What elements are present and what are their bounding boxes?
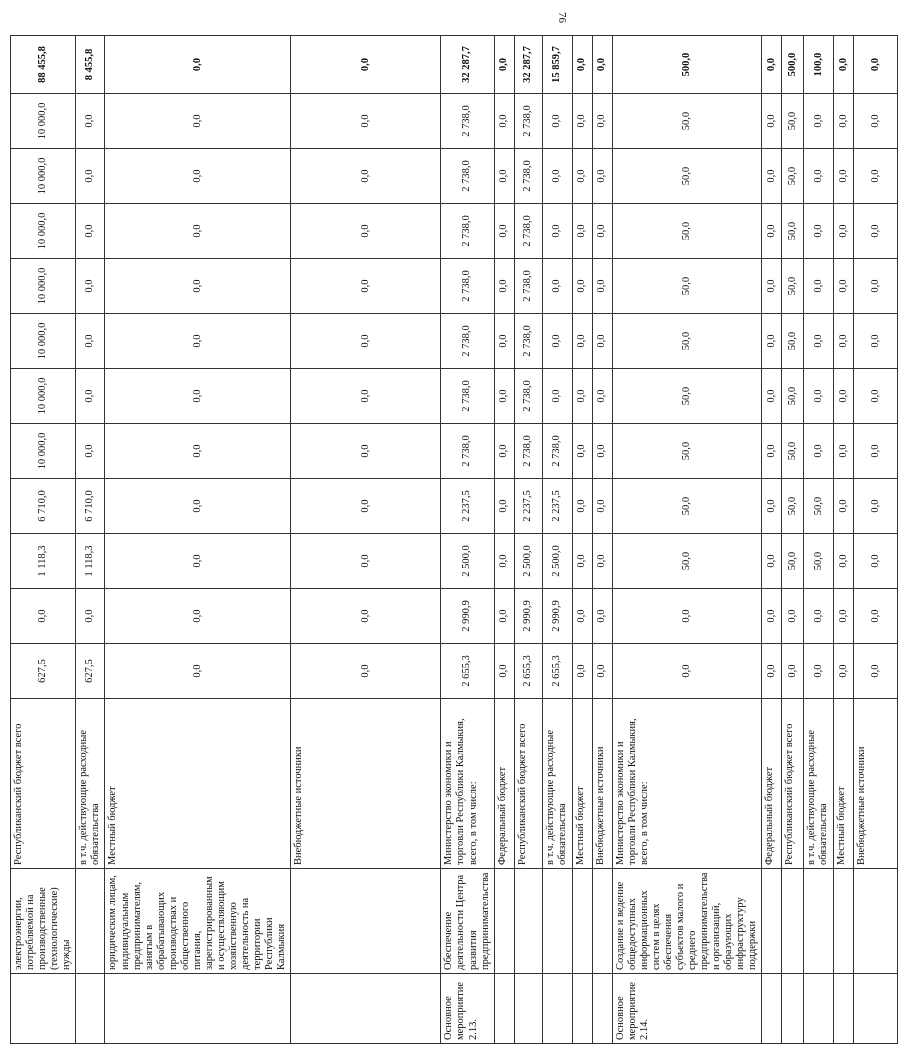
table-row bbox=[494, 36, 514, 1044]
value-cell: 0,0 bbox=[804, 259, 834, 314]
value-cell: 0,0 bbox=[572, 589, 592, 644]
value-cell: 0,0 bbox=[291, 149, 441, 204]
table-body bbox=[11, 36, 898, 1044]
measure-cell bbox=[572, 974, 592, 1044]
value-cell: 0,0 bbox=[762, 644, 782, 699]
value-cell: 50,0 bbox=[612, 479, 762, 534]
value-cell: 2 500,0 bbox=[542, 534, 572, 589]
value-cell: 32 287,7 bbox=[514, 36, 542, 94]
value-cell: 0,0 bbox=[291, 204, 441, 259]
table-row bbox=[542, 36, 572, 1044]
value-cell: 10 000,0 bbox=[11, 424, 76, 479]
value-cell: 0,0 bbox=[494, 479, 514, 534]
table-row bbox=[441, 36, 494, 1044]
value-cell: 0,0 bbox=[105, 314, 291, 369]
value-cell: 0,0 bbox=[291, 479, 441, 534]
value-cell: 50,0 bbox=[782, 534, 804, 589]
value-cell: 2 237,5 bbox=[542, 479, 572, 534]
value-cell: 6 710,0 bbox=[76, 479, 105, 534]
value-cell: 2 738,0 bbox=[441, 149, 494, 204]
description-cell: юридическим лицам, индивидуальным предпринимателям, занятым в обрабатывающих производствах и общественного питания, зарегистрированным и осуществляющим хозяйственную деятельность на территории Республики Калмыкия bbox=[105, 869, 291, 974]
source-cell: Республиканский бюджет всего bbox=[514, 699, 542, 869]
value-cell: 0,0 bbox=[76, 204, 105, 259]
source-cell: в т.ч. действующие расходные обязательства bbox=[542, 699, 572, 869]
value-cell: 0,0 bbox=[834, 149, 854, 204]
value-cell: 0,0 bbox=[854, 36, 898, 94]
value-cell: 0,0 bbox=[834, 589, 854, 644]
value-cell: 0,0 bbox=[804, 369, 834, 424]
value-cell: 0,0 bbox=[804, 424, 834, 479]
value-cell: 0,0 bbox=[76, 149, 105, 204]
value-cell: 2 738,0 bbox=[514, 204, 542, 259]
value-cell: 2 738,0 bbox=[441, 259, 494, 314]
value-cell: 2 500,0 bbox=[514, 534, 542, 589]
value-cell: 0,0 bbox=[804, 204, 834, 259]
value-cell: 0,0 bbox=[291, 259, 441, 314]
value-cell: 0,0 bbox=[291, 644, 441, 699]
source-cell: Республиканский бюджет всего bbox=[11, 699, 76, 869]
value-cell: 0,0 bbox=[854, 204, 898, 259]
value-cell: 50,0 bbox=[804, 534, 834, 589]
table-row bbox=[782, 36, 804, 1044]
measure-cell bbox=[592, 974, 612, 1044]
value-cell: 0,0 bbox=[834, 424, 854, 479]
value-cell: 0,0 bbox=[542, 149, 572, 204]
value-cell: 0,0 bbox=[782, 644, 804, 699]
value-cell: 50,0 bbox=[612, 369, 762, 424]
value-cell: 0,0 bbox=[804, 149, 834, 204]
value-cell: 2 500,0 bbox=[441, 534, 494, 589]
table-row bbox=[834, 36, 854, 1044]
value-cell: 0,0 bbox=[105, 259, 291, 314]
value-cell: 2 990,9 bbox=[542, 589, 572, 644]
value-cell: 0,0 bbox=[834, 94, 854, 149]
value-cell: 0,0 bbox=[572, 259, 592, 314]
value-cell: 2 655,3 bbox=[441, 644, 494, 699]
value-cell: 0,0 bbox=[834, 644, 854, 699]
source-cell: Министерство экономики и торговли Республики Калмыкия, всего, в том числе: bbox=[612, 699, 762, 869]
measure-cell bbox=[11, 974, 76, 1044]
description-cell bbox=[834, 869, 854, 974]
value-cell: 0,0 bbox=[834, 369, 854, 424]
value-cell: 0,0 bbox=[834, 204, 854, 259]
value-cell: 10 000,0 bbox=[11, 259, 76, 314]
value-cell: 0,0 bbox=[542, 314, 572, 369]
table-row bbox=[514, 36, 542, 1044]
value-cell: 0,0 bbox=[762, 204, 782, 259]
value-cell: 0,0 bbox=[572, 479, 592, 534]
source-cell: Внебюджетные источники bbox=[854, 699, 898, 869]
measure-cell bbox=[804, 974, 834, 1044]
value-cell: 15 859,7 bbox=[542, 36, 572, 94]
value-cell: 0,0 bbox=[592, 259, 612, 314]
value-cell: 0,0 bbox=[592, 314, 612, 369]
value-cell: 0,0 bbox=[762, 589, 782, 644]
value-cell: 0,0 bbox=[854, 314, 898, 369]
value-cell: 627,5 bbox=[11, 644, 76, 699]
value-cell: 0,0 bbox=[854, 644, 898, 699]
value-cell: 0,0 bbox=[494, 589, 514, 644]
budget-table-container bbox=[10, 36, 881, 1044]
value-cell: 100,0 bbox=[804, 36, 834, 94]
value-cell: 0,0 bbox=[105, 644, 291, 699]
value-cell: 0,0 bbox=[494, 204, 514, 259]
value-cell: 2 738,0 bbox=[441, 204, 494, 259]
value-cell: 0,0 bbox=[76, 259, 105, 314]
table-row bbox=[572, 36, 592, 1044]
value-cell: 0,0 bbox=[105, 479, 291, 534]
value-cell: 2 738,0 bbox=[441, 314, 494, 369]
source-cell: в т.ч. действующие расходные обязательства bbox=[804, 699, 834, 869]
budget-table bbox=[10, 35, 898, 1044]
value-cell: 0,0 bbox=[834, 534, 854, 589]
value-cell: 0,0 bbox=[105, 369, 291, 424]
value-cell: 50,0 bbox=[612, 259, 762, 314]
value-cell: 0,0 bbox=[542, 259, 572, 314]
value-cell: 0,0 bbox=[592, 36, 612, 94]
value-cell: 0,0 bbox=[854, 589, 898, 644]
description-cell: Создание и ведение общедоступных информационных систем в целях обеспечения субъектов малого и среднего предпринимательства и организаций, образующих инфраструктуру поддержки bbox=[612, 869, 762, 974]
description-cell bbox=[542, 869, 572, 974]
value-cell: 1 118,3 bbox=[76, 534, 105, 589]
value-cell: 0,0 bbox=[291, 534, 441, 589]
value-cell: 0,0 bbox=[494, 94, 514, 149]
value-cell: 2 738,0 bbox=[514, 149, 542, 204]
value-cell: 10 000,0 bbox=[11, 149, 76, 204]
description-cell bbox=[592, 869, 612, 974]
value-cell: 0,0 bbox=[612, 589, 762, 644]
value-cell: 50,0 bbox=[782, 314, 804, 369]
value-cell: 10 000,0 bbox=[11, 204, 76, 259]
value-cell: 2 738,0 bbox=[514, 369, 542, 424]
value-cell: 0,0 bbox=[762, 149, 782, 204]
value-cell: 0,0 bbox=[291, 424, 441, 479]
value-cell: 2 655,3 bbox=[514, 644, 542, 699]
value-cell: 0,0 bbox=[105, 534, 291, 589]
value-cell: 2 738,0 bbox=[441, 424, 494, 479]
value-cell: 0,0 bbox=[494, 644, 514, 699]
table-row bbox=[291, 36, 441, 1044]
value-cell: 2 990,9 bbox=[441, 589, 494, 644]
value-cell: 0,0 bbox=[291, 94, 441, 149]
value-cell: 0,0 bbox=[834, 479, 854, 534]
value-cell: 0,0 bbox=[762, 424, 782, 479]
value-cell: 2 237,5 bbox=[441, 479, 494, 534]
page-number: 76 bbox=[556, 12, 568, 23]
value-cell: 0,0 bbox=[592, 534, 612, 589]
value-cell: 32 287,7 bbox=[441, 36, 494, 94]
value-cell: 0,0 bbox=[494, 149, 514, 204]
value-cell: 0,0 bbox=[291, 36, 441, 94]
value-cell: 2 738,0 bbox=[514, 259, 542, 314]
value-cell: 0,0 bbox=[494, 369, 514, 424]
measure-cell bbox=[514, 974, 542, 1044]
value-cell: 0,0 bbox=[854, 424, 898, 479]
description-cell bbox=[572, 869, 592, 974]
table-row bbox=[105, 36, 291, 1044]
value-cell: 0,0 bbox=[592, 424, 612, 479]
value-cell: 500,0 bbox=[612, 36, 762, 94]
value-cell: 88 455,8 bbox=[11, 36, 76, 94]
value-cell: 0,0 bbox=[291, 314, 441, 369]
value-cell: 50,0 bbox=[612, 94, 762, 149]
value-cell: 6 710,0 bbox=[11, 479, 76, 534]
value-cell: 0,0 bbox=[782, 589, 804, 644]
value-cell: 0,0 bbox=[612, 644, 762, 699]
value-cell: 2 990,9 bbox=[514, 589, 542, 644]
value-cell: 8 455,8 bbox=[76, 36, 105, 94]
value-cell: 0,0 bbox=[572, 36, 592, 94]
value-cell: 0,0 bbox=[542, 204, 572, 259]
value-cell: 10 000,0 bbox=[11, 369, 76, 424]
value-cell: 0,0 bbox=[592, 589, 612, 644]
value-cell: 0,0 bbox=[762, 36, 782, 94]
value-cell: 2 738,0 bbox=[441, 369, 494, 424]
value-cell: 0,0 bbox=[542, 369, 572, 424]
description-cell: Обеспечение деятельности Центра развития предпринимательства bbox=[441, 869, 494, 974]
value-cell: 0,0 bbox=[592, 369, 612, 424]
value-cell: 0,0 bbox=[572, 149, 592, 204]
value-cell: 0,0 bbox=[854, 259, 898, 314]
description-cell bbox=[782, 869, 804, 974]
source-cell: Республиканский бюджет всего bbox=[782, 699, 804, 869]
value-cell: 50,0 bbox=[782, 94, 804, 149]
value-cell: 2 738,0 bbox=[514, 314, 542, 369]
value-cell: 2 738,0 bbox=[514, 424, 542, 479]
value-cell: 0,0 bbox=[804, 314, 834, 369]
source-cell: в т.ч. действующие расходные обязательства bbox=[76, 699, 105, 869]
measure-cell bbox=[854, 974, 898, 1044]
measure-cell bbox=[76, 974, 105, 1044]
source-cell: Местный бюджет bbox=[105, 699, 291, 869]
value-cell: 0,0 bbox=[494, 424, 514, 479]
value-cell: 50,0 bbox=[612, 314, 762, 369]
source-cell: Федеральный бюджет bbox=[494, 699, 514, 869]
measure-cell bbox=[834, 974, 854, 1044]
table-row bbox=[76, 36, 105, 1044]
value-cell: 0,0 bbox=[105, 589, 291, 644]
measure-cell bbox=[291, 974, 441, 1044]
description-cell bbox=[804, 869, 834, 974]
value-cell: 0,0 bbox=[592, 204, 612, 259]
value-cell: 0,0 bbox=[592, 94, 612, 149]
value-cell: 0,0 bbox=[76, 314, 105, 369]
value-cell: 50,0 bbox=[612, 424, 762, 479]
value-cell: 0,0 bbox=[291, 589, 441, 644]
value-cell: 50,0 bbox=[782, 259, 804, 314]
value-cell: 0,0 bbox=[854, 149, 898, 204]
value-cell: 0,0 bbox=[105, 424, 291, 479]
value-cell: 0,0 bbox=[592, 149, 612, 204]
value-cell: 0,0 bbox=[542, 94, 572, 149]
value-cell: 0,0 bbox=[834, 36, 854, 94]
value-cell: 50,0 bbox=[804, 479, 834, 534]
value-cell: 0,0 bbox=[105, 94, 291, 149]
value-cell: 0,0 bbox=[105, 36, 291, 94]
source-cell: Местный бюджет bbox=[572, 699, 592, 869]
description-cell bbox=[494, 869, 514, 974]
value-cell: 50,0 bbox=[782, 149, 804, 204]
value-cell: 0,0 bbox=[572, 204, 592, 259]
value-cell: 0,0 bbox=[854, 94, 898, 149]
value-cell: 0,0 bbox=[572, 534, 592, 589]
value-cell: 0,0 bbox=[762, 479, 782, 534]
value-cell: 0,0 bbox=[494, 314, 514, 369]
value-cell: 10 000,0 bbox=[11, 94, 76, 149]
table-row bbox=[854, 36, 898, 1044]
value-cell: 50,0 bbox=[782, 424, 804, 479]
table-row bbox=[804, 36, 834, 1044]
value-cell: 0,0 bbox=[762, 259, 782, 314]
value-cell: 0,0 bbox=[762, 314, 782, 369]
value-cell: 0,0 bbox=[804, 589, 834, 644]
value-cell: 0,0 bbox=[76, 589, 105, 644]
value-cell: 0,0 bbox=[76, 94, 105, 149]
measure-cell bbox=[762, 974, 782, 1044]
value-cell: 2 738,0 bbox=[441, 94, 494, 149]
value-cell: 0,0 bbox=[762, 534, 782, 589]
value-cell: 0,0 bbox=[854, 369, 898, 424]
value-cell: 0,0 bbox=[105, 204, 291, 259]
value-cell: 0,0 bbox=[854, 534, 898, 589]
value-cell: 0,0 bbox=[854, 479, 898, 534]
measure-cell: Основное мероприятие 2.13. bbox=[441, 974, 494, 1044]
value-cell: 0,0 bbox=[572, 314, 592, 369]
value-cell: 0,0 bbox=[572, 94, 592, 149]
description-cell bbox=[291, 869, 441, 974]
measure-cell bbox=[542, 974, 572, 1044]
value-cell: 0,0 bbox=[834, 259, 854, 314]
value-cell: 0,0 bbox=[494, 259, 514, 314]
value-cell: 50,0 bbox=[782, 479, 804, 534]
value-cell: 50,0 bbox=[612, 149, 762, 204]
description-cell bbox=[854, 869, 898, 974]
value-cell: 0,0 bbox=[105, 149, 291, 204]
table-row bbox=[612, 36, 762, 1044]
value-cell: 0,0 bbox=[572, 644, 592, 699]
measure-cell: Основное мероприятие 2.14. bbox=[612, 974, 762, 1044]
value-cell: 0,0 bbox=[762, 369, 782, 424]
description-cell bbox=[76, 869, 105, 974]
value-cell: 627,5 bbox=[76, 644, 105, 699]
value-cell: 50,0 bbox=[782, 369, 804, 424]
value-cell: 2 237,5 bbox=[514, 479, 542, 534]
measure-cell bbox=[782, 974, 804, 1044]
value-cell: 50,0 bbox=[612, 534, 762, 589]
value-cell: 0,0 bbox=[11, 589, 76, 644]
description-cell bbox=[762, 869, 782, 974]
value-cell: 2 655,3 bbox=[542, 644, 572, 699]
description-cell: электроэнергии, потребляемой на производственные (технологические) нужды bbox=[11, 869, 76, 974]
value-cell: 500,0 bbox=[782, 36, 804, 94]
value-cell: 0,0 bbox=[804, 94, 834, 149]
table-row bbox=[11, 36, 76, 1044]
value-cell: 0,0 bbox=[494, 36, 514, 94]
value-cell: 0,0 bbox=[572, 424, 592, 479]
value-cell: 2 738,0 bbox=[542, 424, 572, 479]
value-cell: 0,0 bbox=[804, 644, 834, 699]
value-cell: 2 738,0 bbox=[514, 94, 542, 149]
value-cell: 50,0 bbox=[782, 204, 804, 259]
value-cell: 10 000,0 bbox=[11, 314, 76, 369]
table-row bbox=[762, 36, 782, 1044]
value-cell: 50,0 bbox=[612, 204, 762, 259]
value-cell: 0,0 bbox=[76, 424, 105, 479]
value-cell: 1 118,3 bbox=[11, 534, 76, 589]
value-cell: 0,0 bbox=[592, 644, 612, 699]
value-cell: 0,0 bbox=[834, 314, 854, 369]
value-cell: 0,0 bbox=[592, 479, 612, 534]
value-cell: 0,0 bbox=[494, 534, 514, 589]
value-cell: 0,0 bbox=[291, 369, 441, 424]
table-row bbox=[592, 36, 612, 1044]
value-cell: 0,0 bbox=[762, 94, 782, 149]
source-cell: Внебюджетные источники bbox=[291, 699, 441, 869]
source-cell: Местный бюджет bbox=[834, 699, 854, 869]
source-cell: Министерство экономики и торговли Республики Калмыкия, всего, в том числе: bbox=[441, 699, 494, 869]
value-cell: 0,0 bbox=[572, 369, 592, 424]
description-cell bbox=[514, 869, 542, 974]
source-cell: Федеральный бюджет bbox=[762, 699, 782, 869]
measure-cell bbox=[494, 974, 514, 1044]
measure-cell bbox=[105, 974, 291, 1044]
value-cell: 0,0 bbox=[76, 369, 105, 424]
source-cell: Внебюджетные источники bbox=[592, 699, 612, 869]
